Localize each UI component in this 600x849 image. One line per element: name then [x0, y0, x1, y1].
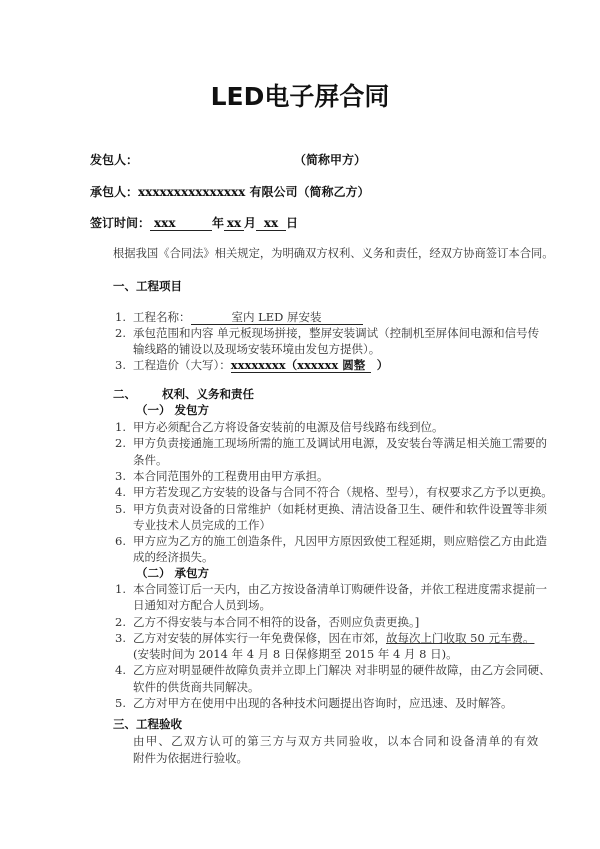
party-b-name: xxxxxxxxxxxxxxx 有限公司（简称乙方） — [138, 185, 370, 199]
item-text: 乙方对安装的屏体实行一年免费保修，因在市郊， — [133, 631, 386, 645]
list-item-cont — [133, 550, 214, 564]
party-a-short: （简称甲方） — [294, 153, 367, 167]
item-text: 专业技术人员完成的工作） — [133, 518, 271, 532]
item-text: 甲方负责接通施工现场所需的施工及调试用电源，及安装台等满足相关施工需要的 — [133, 436, 547, 450]
party-b-line: 承包人：xxxxxxxxxxxxxxx 有限公司（简称乙方） — [90, 185, 370, 199]
preamble: 根据我国《合同法》相关规定，为明确双方权利、义务和责任，经双方协商签订本合同。 — [113, 247, 554, 260]
list-item — [115, 469, 329, 483]
item-number: 3. — [115, 469, 126, 483]
section1-heading: 一、工程项目 — [113, 279, 182, 293]
list-item-cont — [133, 518, 271, 532]
item-number: 5. — [115, 696, 126, 710]
s1-item-2-cont: 输线路的铺设以及现场安装环境由发包方提供）。 — [133, 342, 381, 356]
list-item-cont — [133, 598, 271, 612]
item-text: 乙方对甲方在使用中出现的各种技术问题提出咨询时，应迅速、及时解答。 — [133, 696, 513, 710]
item-text: 甲方应为乙方的施工创造条件，凡因甲方原因致使工程延期，则应赔偿乙方由此造 — [133, 534, 547, 548]
item-text: (安装时间为 2014 年 4 月 8 日保修期至 2015 年 4 月 8 日)。 — [133, 647, 458, 661]
item-text: 软件的供货商共同解决。 — [133, 680, 260, 694]
party-a-line: 发包人： （简称甲方） — [90, 153, 367, 167]
item-text: 日通知对方配合人员到场。 — [133, 598, 271, 612]
section3-line1: 由甲、乙双方认可的第三方与双方共同验收，以本合同和设备清单的有效 — [133, 734, 540, 748]
list-item — [115, 696, 513, 710]
item-number: 5. — [115, 502, 126, 516]
s1-item-3: 3. 工程造价（大写）：xxxxxxxx（xxxxxx 圆整 ） — [115, 358, 389, 372]
fee-note: 故每次上门收取 50 元车费。 — [386, 631, 535, 645]
sign-date-line: 签订时间： xxx 年 xx 月 xx 日 — [90, 216, 299, 230]
section2-heading: 二、 权利、义务和责任 — [113, 387, 254, 401]
s1-item-2: 2. 承包范围和内容 单元板现场拼接，整屏安装调试（控制机至屏体间电源和信号传 — [115, 326, 540, 340]
item-text: 甲方若发现乙方安装的设备与合同不符合（规格、型号），有权要求乙方予以更换。 — [133, 485, 553, 499]
list-item — [115, 631, 534, 645]
list-item — [115, 485, 553, 499]
list-item — [115, 615, 419, 629]
item-text: 成的经济损失。 — [133, 550, 214, 564]
list-item-cont — [133, 453, 168, 467]
item-text: 乙方应对明显硬件故障负责并立即上门解决 对非明显的硬件故障，由乙方会同硬、 — [133, 663, 551, 677]
sub1-heading: （一） 发包方 — [136, 403, 210, 417]
item-number: 2. — [115, 436, 126, 450]
section3-line2: 附件为依据进行验收。 — [133, 751, 248, 765]
item-text: 本合同范围外的工程费用由甲方承担。 — [133, 469, 329, 483]
item-number: 1. — [115, 582, 126, 596]
sub2-heading: （二） 承包方 — [136, 566, 210, 580]
s1-item-1: 1. 工程名称： 室内 LED 屏安装 — [115, 310, 363, 325]
document-title: LED电子屏合同 — [210, 82, 390, 111]
item-number: 1. — [115, 420, 126, 434]
list-item — [115, 436, 547, 450]
item-number: 4. — [115, 663, 126, 677]
list-item — [115, 502, 547, 516]
item-text: 甲方负责对设备的日常维护（如耗材更换、清洁设备卫生、硬件和软件设置等非须 — [133, 502, 547, 516]
list-item — [115, 420, 444, 434]
section3-heading: 三、工程验收 — [113, 717, 182, 731]
list-item-cont — [133, 647, 458, 661]
item-text: 本合同签订后一天内，由乙方按设备清单订购硬件设备，并依工程进度需求提前一 — [133, 582, 547, 596]
item-number: 6. — [115, 534, 126, 548]
list-item — [115, 582, 547, 596]
item-number: 3. — [115, 631, 126, 645]
list-item — [115, 663, 551, 677]
item-text: 甲方必须配合乙方将设备安装前的电源及信号线路布线到位。 — [133, 420, 444, 434]
list-item-cont — [133, 680, 260, 694]
item-text: 条件。 — [133, 453, 168, 467]
item-number: 2. — [115, 615, 126, 629]
item-number: 4. — [115, 485, 126, 499]
list-item — [115, 534, 547, 548]
item-text: 乙方不得安装与本合同不相符的设备，否则应负责更换。] — [133, 615, 420, 629]
